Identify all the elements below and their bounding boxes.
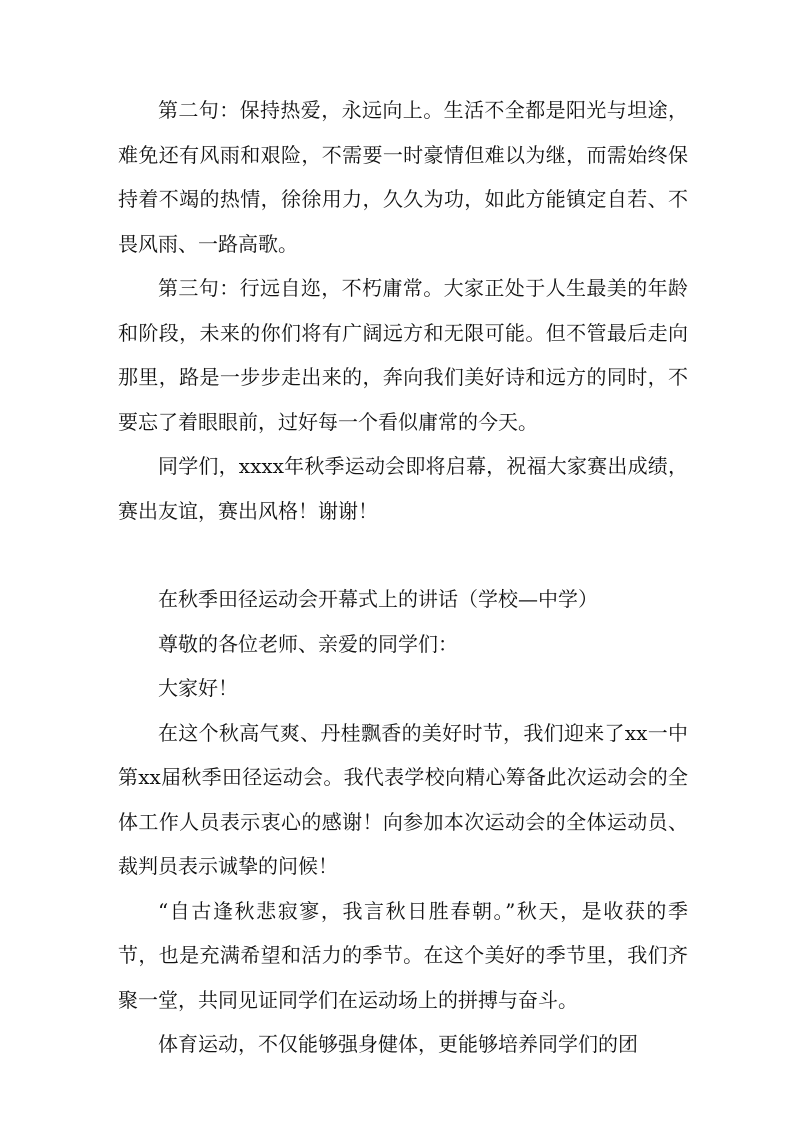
paragraph-opening: 在这个秋高气爽、丹桂飘香的美好时节，我们迎来了xx一中第xx届秋季田径运动会。我代表学校向精心筹备此次运动会的全体工作人员表示衷心的感谢！向参加本次运动会的全体运动员、裁判员表示诚挚的问候！ — [118, 720, 688, 878]
speech-title: 在秋季田径运动会开幕式上的讲话（学校—中学） — [158, 587, 598, 611]
greeting: 大家好！ — [158, 676, 238, 700]
paragraph-autumn-poem: “自古逢秋悲寂寥，我言秋日胜春朝。”秋天，是收获的季节，也是充满希望和活力的季节。在这个美好的季节里，我们齐聚一堂，共同见证同学们在运动场上的拼搏与奋斗。 — [118, 898, 688, 1012]
paragraph-closing-wishes: 同学们，xxxx年秋季运动会即将启幕，祝福大家赛出成绩，赛出友谊，赛出风格！谢谢！ — [118, 454, 688, 523]
paragraph-sports: 体育运动，不仅能够强身健体，更能够培养同学们的团 — [158, 1032, 638, 1056]
paragraph-second-sentence: 第二句：保持热爱，永远向上。生活不全都是阳光与坦途，难免还有风雨和艰险，不需要一时豪情但难以为继，而需始终保持着不竭的热情，徐徐用力，久久为功，如此方能镇定自若、不畏风雨、一路高歌。 — [118, 98, 688, 256]
document-body — [118, 88, 688, 1067]
section-gap — [118, 533, 688, 577]
salutation: 尊敬的各位老师、亲爱的同学们： — [158, 631, 458, 656]
paragraph-third-sentence: 第三句：行远自迩，不朽庸常。大家正处于人生最美的年龄和阶段，未来的你们将有广阔远方和无限可能。但不管最后走向那里，路是一步步走出来的，奔向我们美好诗和远方的同时，不要忘了着眼眼前，过好每一个看似庸常的今天。 — [118, 276, 688, 434]
